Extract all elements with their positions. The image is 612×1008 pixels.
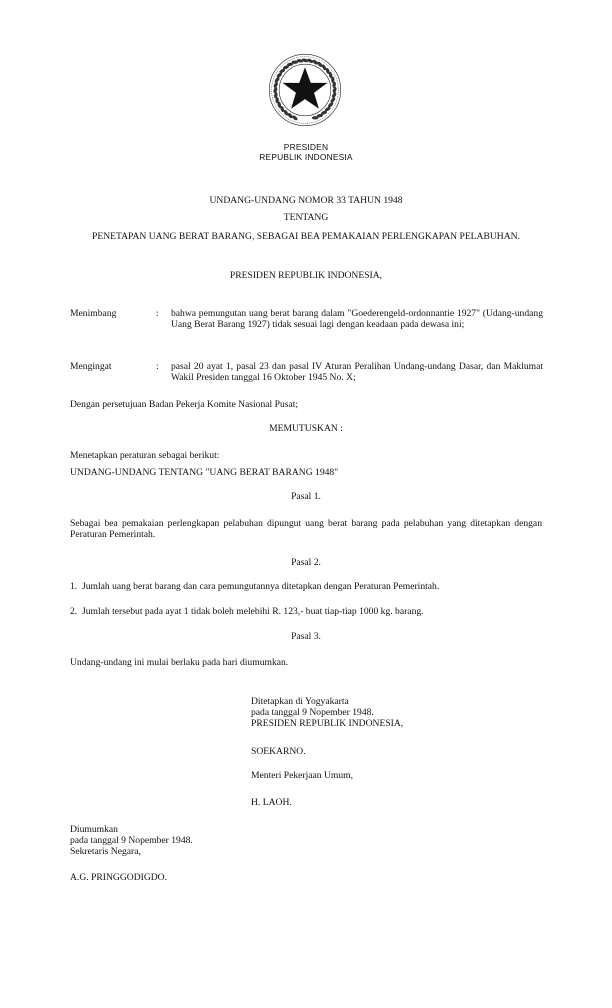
header-republic: REPUBLIK INDONESIA: [259, 152, 353, 162]
president-name: SOEKARNO.: [251, 746, 306, 757]
establish-text: Menetapkan peraturan sebagai berikut:: [70, 450, 220, 461]
secretary-name: A.G. PRINGGODIGDO.: [70, 872, 168, 883]
consideration-label: Menimbang: [70, 308, 117, 319]
reference-label: Mengingat: [70, 361, 112, 372]
law-name: UNDANG-UNDANG TENTANG "UANG BERAT BARANG 1948": [70, 467, 339, 478]
article-2-item-1-number: 1.: [70, 581, 78, 592]
article-3-text: Undang-undang ini mulai berlaku pada hari diumumkan.: [70, 657, 289, 668]
consideration-colon: :: [156, 308, 159, 319]
article-1-heading: Pasal 1.: [291, 491, 321, 502]
minister-title: Menteri Pekerjaan Umum,: [251, 770, 354, 781]
article-2-item-2-number: 2.: [70, 606, 78, 617]
promulgation-office: Sekretaris Negara,: [70, 846, 141, 857]
promulgation-date: pada tanggal 9 Nopember 1948.: [70, 835, 193, 846]
header-president: PRESIDEN: [283, 142, 329, 152]
consideration-text: bahwa pemungutan uang berat barang dalam "Goederengeld-ordonnantie 1927" (Udang-undang Uang Berat Barang 1927) tidak sesuai lagi dengan keadaan pada dewasa ini;: [171, 308, 543, 331]
signature-title: PRESIDEN REPUBLIK INDONESIA,: [251, 718, 404, 729]
issuer: PRESIDEN REPUBLIK INDONESIA,: [229, 270, 383, 281]
article-1-text: Sebagai bea pemakaian perlengkapan pelabuhan dipungut uang berat barang pada pelabuhan yang ditetapkan dengan Peraturan Pemerintah.: [70, 518, 542, 541]
approval-text: Dengan persetujuan Badan Pekerja Komite Nasional Pusat;: [70, 399, 299, 410]
minister-name: H. LAOH.: [251, 797, 292, 808]
reference-text: pasal 20 ayat 1, pasal 23 dan pasal IV Aturan Peralihan Undang-undang Dasar, dan Maklumat Wakil Presiden tanggal 16 Oktober 1945 No. X;: [171, 361, 543, 384]
signature-place: Ditetapkan di Yogyakarta: [251, 696, 349, 707]
law-subject: PENETAPAN UANG BERAT BARANG, SEBAGAI BEA PEMAKAIAN PERLENGKAPAN PELABUHAN.: [92, 231, 520, 242]
signature-date: pada tanggal 9 Nopember 1948.: [251, 707, 374, 718]
article-3-heading: Pasal 3.: [291, 631, 321, 642]
law-title: UNDANG-UNDANG NOMOR 33 TAHUN 1948: [209, 195, 403, 206]
law-title-about: TENTANG: [283, 212, 329, 223]
reference-colon: :: [156, 361, 159, 372]
promulgation-label: Diumumkan: [70, 824, 118, 835]
presidential-seal-icon: [267, 52, 343, 128]
decision-heading: MEMUTUSKAN :: [269, 423, 343, 434]
article-2-item-1-text: Jumlah uang berat barang dan cara pemungutannya ditetapkan dengan Peraturan Pemerintah.: [82, 581, 440, 592]
article-2-heading: Pasal 2.: [291, 557, 321, 568]
article-2-item-2-text: Jumlah tersebut pada ayat 1 tidak boleh melebihi R. 123,- buat tiap-tiap 1000 kg. barang.: [82, 606, 424, 617]
